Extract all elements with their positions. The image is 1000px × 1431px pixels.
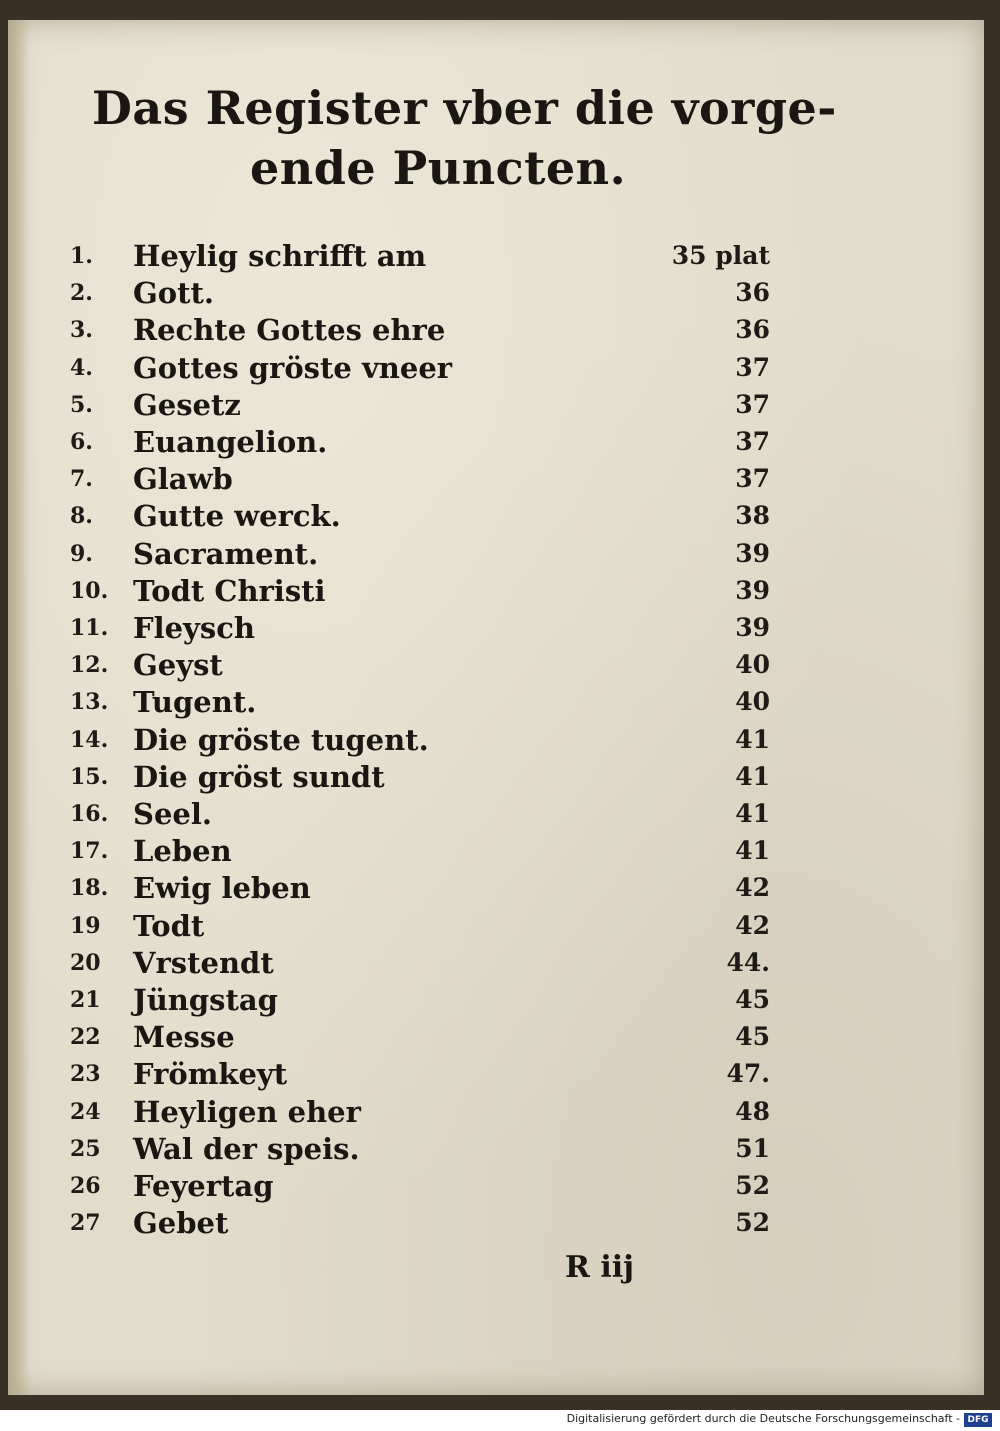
entry-number: 7. (70, 466, 93, 493)
entry-page-number: 35 plat (671, 241, 770, 270)
entry-page-number: 48 (735, 1096, 770, 1126)
entry-page-number: 37 (735, 352, 770, 382)
register-entry (0, 350, 1000, 386)
entry-page-number: 42 (735, 873, 770, 903)
entry-label: Die gröst sundt (133, 759, 385, 794)
register-entry (0, 684, 1000, 720)
entry-label: Euangelion. (133, 425, 328, 459)
entry-number: 10. (70, 577, 109, 604)
entry-page-number: 52 (735, 1208, 770, 1238)
entry-page-number: 45 (735, 985, 770, 1014)
entry-label: Todt (133, 908, 205, 943)
entry-label: Sacrament. (133, 536, 319, 571)
entry-label: Seel. (133, 797, 212, 831)
register-entry (0, 945, 1000, 981)
title-line-2: ende Puncten. (250, 141, 627, 195)
footer-bar (0, 1410, 1000, 1431)
register-entry (0, 759, 1000, 795)
entry-label: Gott. (133, 276, 214, 311)
title-line-1: Das Register vber die vorge- (92, 81, 837, 135)
entry-page-number: 37 (735, 464, 770, 494)
register-entry (0, 1094, 1000, 1130)
entry-page-number: 45 (735, 1022, 770, 1052)
entry-label: Fleysch (133, 611, 255, 645)
register-entry (0, 275, 1000, 311)
entry-label: Todt Christi (133, 573, 326, 608)
entry-label: Jüngstag (133, 983, 278, 1017)
register-entry (0, 387, 1000, 423)
register-entry (0, 1056, 1000, 1092)
entry-number: 27 (70, 1210, 101, 1237)
entry-label: Heyligen eher (133, 1094, 361, 1129)
register-entry (0, 610, 1000, 646)
entry-number: 19 (70, 912, 101, 939)
entry-label: Messe (133, 1020, 235, 1055)
entry-number: 16. (70, 801, 109, 827)
entry-number: 14. (70, 726, 109, 753)
entry-page-number: 36 (735, 315, 770, 345)
entry-number: 21 (70, 987, 101, 1013)
register-entry (0, 722, 1000, 758)
entry-page-number: 41 (735, 836, 770, 866)
entry-page-number: 37 (735, 389, 770, 419)
entry-number: 25 (70, 1135, 101, 1162)
entry-number: 24 (70, 1098, 101, 1125)
entry-number: 3. (70, 317, 93, 344)
entry-label: Gottes gröste vneer (133, 350, 453, 385)
signature-mark: R iij (565, 1250, 635, 1285)
register-entry (0, 870, 1000, 906)
register-entry (0, 647, 1000, 683)
register-entry (0, 498, 1000, 534)
entry-label: Wal der speis. (133, 1131, 360, 1166)
entry-page-number: 41 (735, 761, 770, 791)
register-entry (0, 536, 1000, 572)
entry-label: Gesetz (133, 387, 241, 422)
entry-page-number: 52 (735, 1171, 770, 1200)
register-entry (0, 1168, 1000, 1204)
entry-label: Feyertag (133, 1169, 274, 1203)
entry-label: Heylig schrifft am (133, 239, 427, 273)
register-entry (0, 461, 1000, 497)
entry-number: 23 (70, 1061, 101, 1088)
register-entry (0, 982, 1000, 1018)
register-entry (0, 573, 1000, 609)
entry-page-number: 51 (735, 1133, 770, 1163)
register-entry (0, 908, 1000, 944)
entry-label: Frömkeyt (133, 1057, 288, 1092)
entry-page-number: 40 (735, 650, 770, 680)
entry-number: 2. (70, 280, 93, 307)
entry-number: 8. (70, 503, 93, 530)
funding-notice: Digitalisierung gefördert durch die Deutsche Forschungsgemeinschaft - (566, 1412, 960, 1425)
entry-page-number: 39 (735, 575, 770, 605)
entry-page-number: 41 (735, 799, 770, 828)
entry-number: 26 (70, 1173, 101, 1199)
entry-number: 18. (70, 875, 109, 902)
entry-page-number: 39 (735, 613, 770, 642)
register-entry (0, 238, 1000, 274)
entry-label: Ewig leben (133, 871, 311, 906)
dfg-logo: DFG (964, 1413, 992, 1427)
entry-label: Geyst (133, 648, 223, 683)
entry-number: 1. (70, 243, 93, 269)
entry-number: 11. (70, 615, 109, 641)
entry-number: 13. (70, 689, 109, 716)
entry-page-number: 42 (735, 910, 770, 940)
entry-page-number: 47. (726, 1059, 770, 1089)
entry-page-number: 41 (735, 724, 770, 754)
entry-number: 4. (70, 354, 93, 381)
entry-label: Rechte Gottes ehre (133, 313, 446, 348)
entry-page-number: 37 (735, 427, 770, 456)
entry-label: Leben (133, 834, 232, 869)
entry-number: 15. (70, 763, 109, 790)
entry-label: Glawb (133, 462, 233, 497)
entry-number: 22 (70, 1024, 101, 1051)
entry-page-number: 39 (735, 538, 770, 568)
register-entry (0, 1131, 1000, 1167)
entry-number: 9. (70, 540, 93, 567)
entry-label: Gutte werck. (133, 499, 341, 534)
entry-page-number: 44. (726, 947, 770, 977)
register-entry (0, 833, 1000, 869)
entry-label: Tugent. (133, 685, 257, 720)
entry-page-number: 36 (735, 278, 770, 308)
register-entry (0, 1205, 1000, 1241)
entry-number: 6. (70, 429, 93, 455)
entry-number: 12. (70, 652, 109, 679)
entry-page-number: 38 (735, 501, 770, 531)
entry-label: Vrstendt (133, 945, 274, 980)
entry-label: Gebet (133, 1206, 229, 1241)
register-entry (0, 796, 1000, 832)
register-entry (0, 424, 1000, 460)
register-entry (0, 1019, 1000, 1055)
entry-label: Die gröste tugent. (133, 722, 429, 757)
entry-number: 17. (70, 838, 109, 865)
entry-page-number: 40 (735, 687, 770, 717)
entry-number: 5. (70, 391, 93, 418)
entry-number: 20 (70, 949, 101, 976)
register-entry (0, 312, 1000, 348)
